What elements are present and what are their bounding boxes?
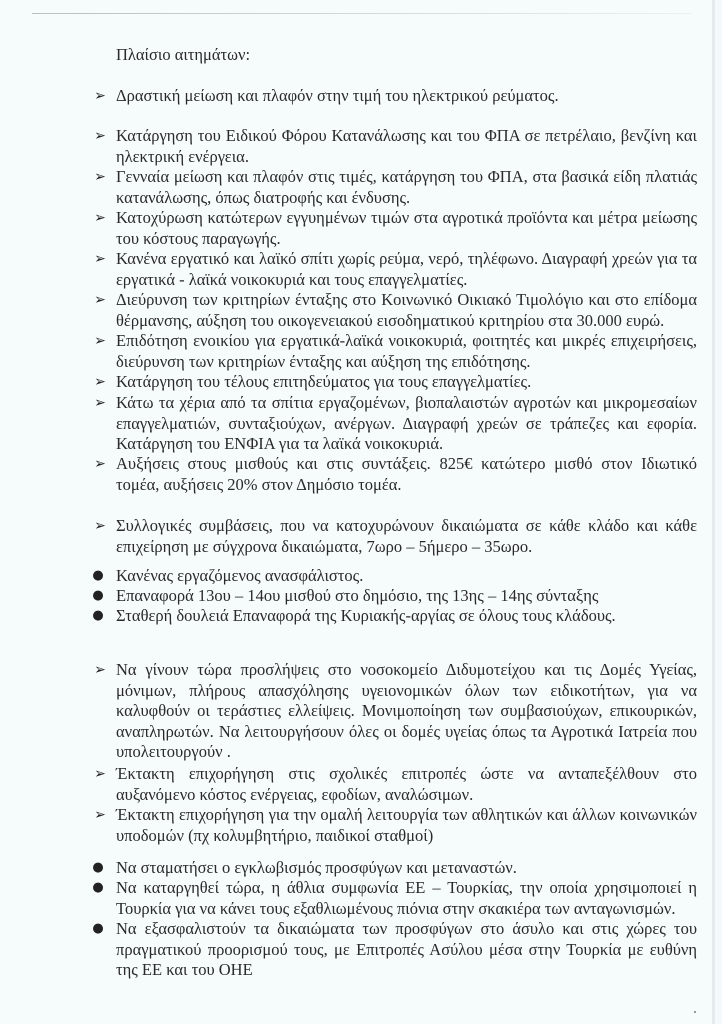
- scan-edge-line: [32, 13, 692, 14]
- list-item: [94, 86, 697, 107]
- arrow-bullet-icon: ➢: [94, 456, 106, 472]
- list-item: [92, 858, 697, 879]
- arrow-bullet-icon: ➢: [94, 807, 106, 823]
- list-item-text: Έκτακτη επιχορήγηση στις σχολικές επιτροπές ώστε να ανταπεξέλθουν στο αυξανόμενο κόστος ενέργειας, εφοδίων, αναλώσιμων.: [116, 764, 697, 804]
- list-item: [94, 167, 697, 208]
- list-item-text: Να γίνουν τώρα προσλήψεις στο νοσοκομείο Διδυμοτείχου και τις Δομές Υγείας, μόνιμων, πλήρους απασχόλησης υγειονομικών όλων των ειδικοτήτων, για να καλυφθούν οι τεράστιες ελλείψεις. Μονιμοποίηση των συμβασιούχων, επικουρικών, αναπληρωτών. Να λειτουργήσουν όλες οι δομές υγείας όπως τα Αγροτικά Ιατρεία που υπολειτουργούν .: [116, 660, 697, 761]
- dot-bullet-icon: ●: [92, 880, 104, 895]
- list-item: [92, 606, 697, 627]
- list-item: [94, 393, 697, 455]
- list-item-text: Δραστική μείωση και πλαφόν στην τιμή του ηλεκτρικού ρεύματος.: [116, 86, 559, 105]
- list-item-text: Γενναία μείωση και πλαφόν στις τιμές, κατάργηση του ΦΠΑ, στα βασικά είδη πλατιάς κατανάλωσης, όπως διατροφής και ένδυσης.: [116, 167, 697, 207]
- list-item-text: Κατάργηση του τέλους επιτηδεύματος για τους επαγγελματίες.: [116, 372, 532, 391]
- list-item: [92, 919, 697, 981]
- list-item-text: Επαναφορά 13ου – 14ου μισθού στο δημόσιο, της 13ης – 14ης σύνταξης: [116, 586, 599, 605]
- list-item: [94, 331, 697, 372]
- list-item-text: Διεύρυνση των κριτηρίων ένταξης στο Κοινωνικό Οικιακό Τιμολόγιο και στο επίδομα θέρμανσης, αύξηση του οικογενειακού εισοδηματικού κριτηρίου στα 30.000 ευρώ.: [116, 290, 697, 330]
- dot-bullet-icon: ●: [92, 568, 104, 583]
- list-item-text: Κάτω τα χέρια από τα σπίτια εργαζομένων, βιοπαλαιστών αγροτών και μικρομεσαίων επαγγελματιών, συνταξιούχων, ανέργων. Διαγραφή χρεών σε τράπεζες και εφορία. Κατάργηση του ΕΝΦΙΑ για τα λαϊκά νοικοκυριά.: [116, 393, 697, 453]
- list-item: [94, 372, 697, 393]
- list-item-text: Έκτακτη επιχορήγηση για την ομαλή λειτουργία των αθλητικών και άλλων κοινωνικών υποδομών (πχ κολυμβητήριο, παιδικοί σταθμοί): [116, 805, 697, 845]
- list-item-text: Να εξασφαλιστούν τα δικαιώματα των προσφύγων στο άσυλο και στις χώρες του πραγματικού προορισμού τους, με Επιτροπές Ασύλου μέσα στην Τουρκία με ευθύνη της ΕΕ και του ΟΗΕ: [116, 919, 697, 979]
- list-item: [92, 586, 697, 607]
- list-item: [94, 249, 697, 290]
- arrow-bullet-icon: ➢: [94, 292, 106, 308]
- list-item: [94, 660, 697, 763]
- dot-bullet-icon: ●: [92, 860, 104, 875]
- list-item-text: Να σταματήσει ο εγκλωβισμός προσφύγων και μεταναστών.: [116, 858, 517, 877]
- dot-bullet-icon: ●: [92, 608, 104, 623]
- arrow-bullet-icon: ➢: [94, 210, 106, 226]
- arrow-bullet-icon: ➢: [94, 333, 106, 349]
- list-item-text: Αυξήσεις στους μισθούς και στις συντάξεις. 825€ κατώτερο μισθό στον Ιδιωτικό τομέα, αυξήσεις 20% στον Δημόσιο τομέα.: [116, 454, 697, 494]
- list-item: [92, 878, 697, 919]
- arrow-bullet-icon: ➢: [94, 766, 106, 782]
- list-item: [92, 566, 697, 587]
- list-item-text: Σταθερή δουλειά Επαναφορά της Κυριακής-αργίας σε όλους τους κλάδους.: [116, 606, 616, 625]
- list-item: [94, 126, 697, 167]
- list-item: [94, 290, 697, 331]
- arrow-bullet-icon: ➢: [94, 662, 106, 678]
- dot-bullet-icon: ●: [92, 921, 104, 936]
- list-item: [94, 764, 697, 805]
- scan-speck: [694, 1011, 696, 1013]
- list-item: [94, 516, 697, 557]
- arrow-bullet-icon: ➢: [94, 374, 106, 390]
- document-title: Πλαίσιο αιτημάτων:: [116, 45, 251, 64]
- list-item-text: Κανένας εργαζόμενος ανασφάλιστος.: [116, 566, 364, 585]
- list-item-text: Κατάργηση του Ειδικού Φόρου Κατανάλωσης και του ΦΠΑ σε πετρέλαιο, βενζίνη και ηλεκτρική ενέργεια.: [116, 126, 697, 166]
- list-item: [94, 208, 697, 249]
- list-item-text: Να καταργηθεί τώρα, η άθλια συμφωνία ΕΕ – Τουρκίας, την οποία χρησιμοποιεί η Τουρκία για να κάνει τους εξαθλιωμένους πιόνια στην σκακιέρα των ανταγωνισμών.: [116, 878, 697, 918]
- list-item-text: Κατοχύρωση κατώτερων εγγυημένων τιμών στα αγροτικά προϊόντα και μέτρα μείωσης του κόστους παραγωγής.: [116, 208, 697, 248]
- list-item: [94, 805, 697, 846]
- arrow-bullet-icon: ➢: [94, 251, 106, 267]
- arrow-bullet-icon: ➢: [94, 518, 106, 534]
- arrow-bullet-icon: ➢: [94, 128, 106, 144]
- arrow-bullet-icon: ➢: [94, 169, 106, 185]
- list-item-text: Συλλογικές συμβάσεις, που να κατοχυρώνουν δικαιώματα σε κάθε κλάδο και κάθε επιχείρηση με σύγχρονα δικαιώματα, 7ωρο – 5ήμερο – 35ωρο.: [116, 516, 697, 556]
- arrow-bullet-icon: ➢: [94, 395, 106, 411]
- dot-bullet-icon: ●: [92, 588, 104, 603]
- list-item-text: Επιδότηση ενοικίου για εργατικά-λαϊκά νοικοκυριά, φοιτητές και μικρές επιχειρήσεις, διεύρυνση των κριτηρίων ένταξης και αύξηση της επιδότησης.: [116, 331, 697, 371]
- arrow-bullet-icon: ➢: [94, 88, 106, 104]
- list-item-text: Κανένα εργατικό και λαϊκό σπίτι χωρίς ρεύμα, νερό, τηλέφωνο. Διαγραφή χρεών για τα εργατικά - λαϊκά νοικοκυριά και τους επαγγελματίες.: [116, 249, 697, 289]
- list-item: [94, 454, 697, 495]
